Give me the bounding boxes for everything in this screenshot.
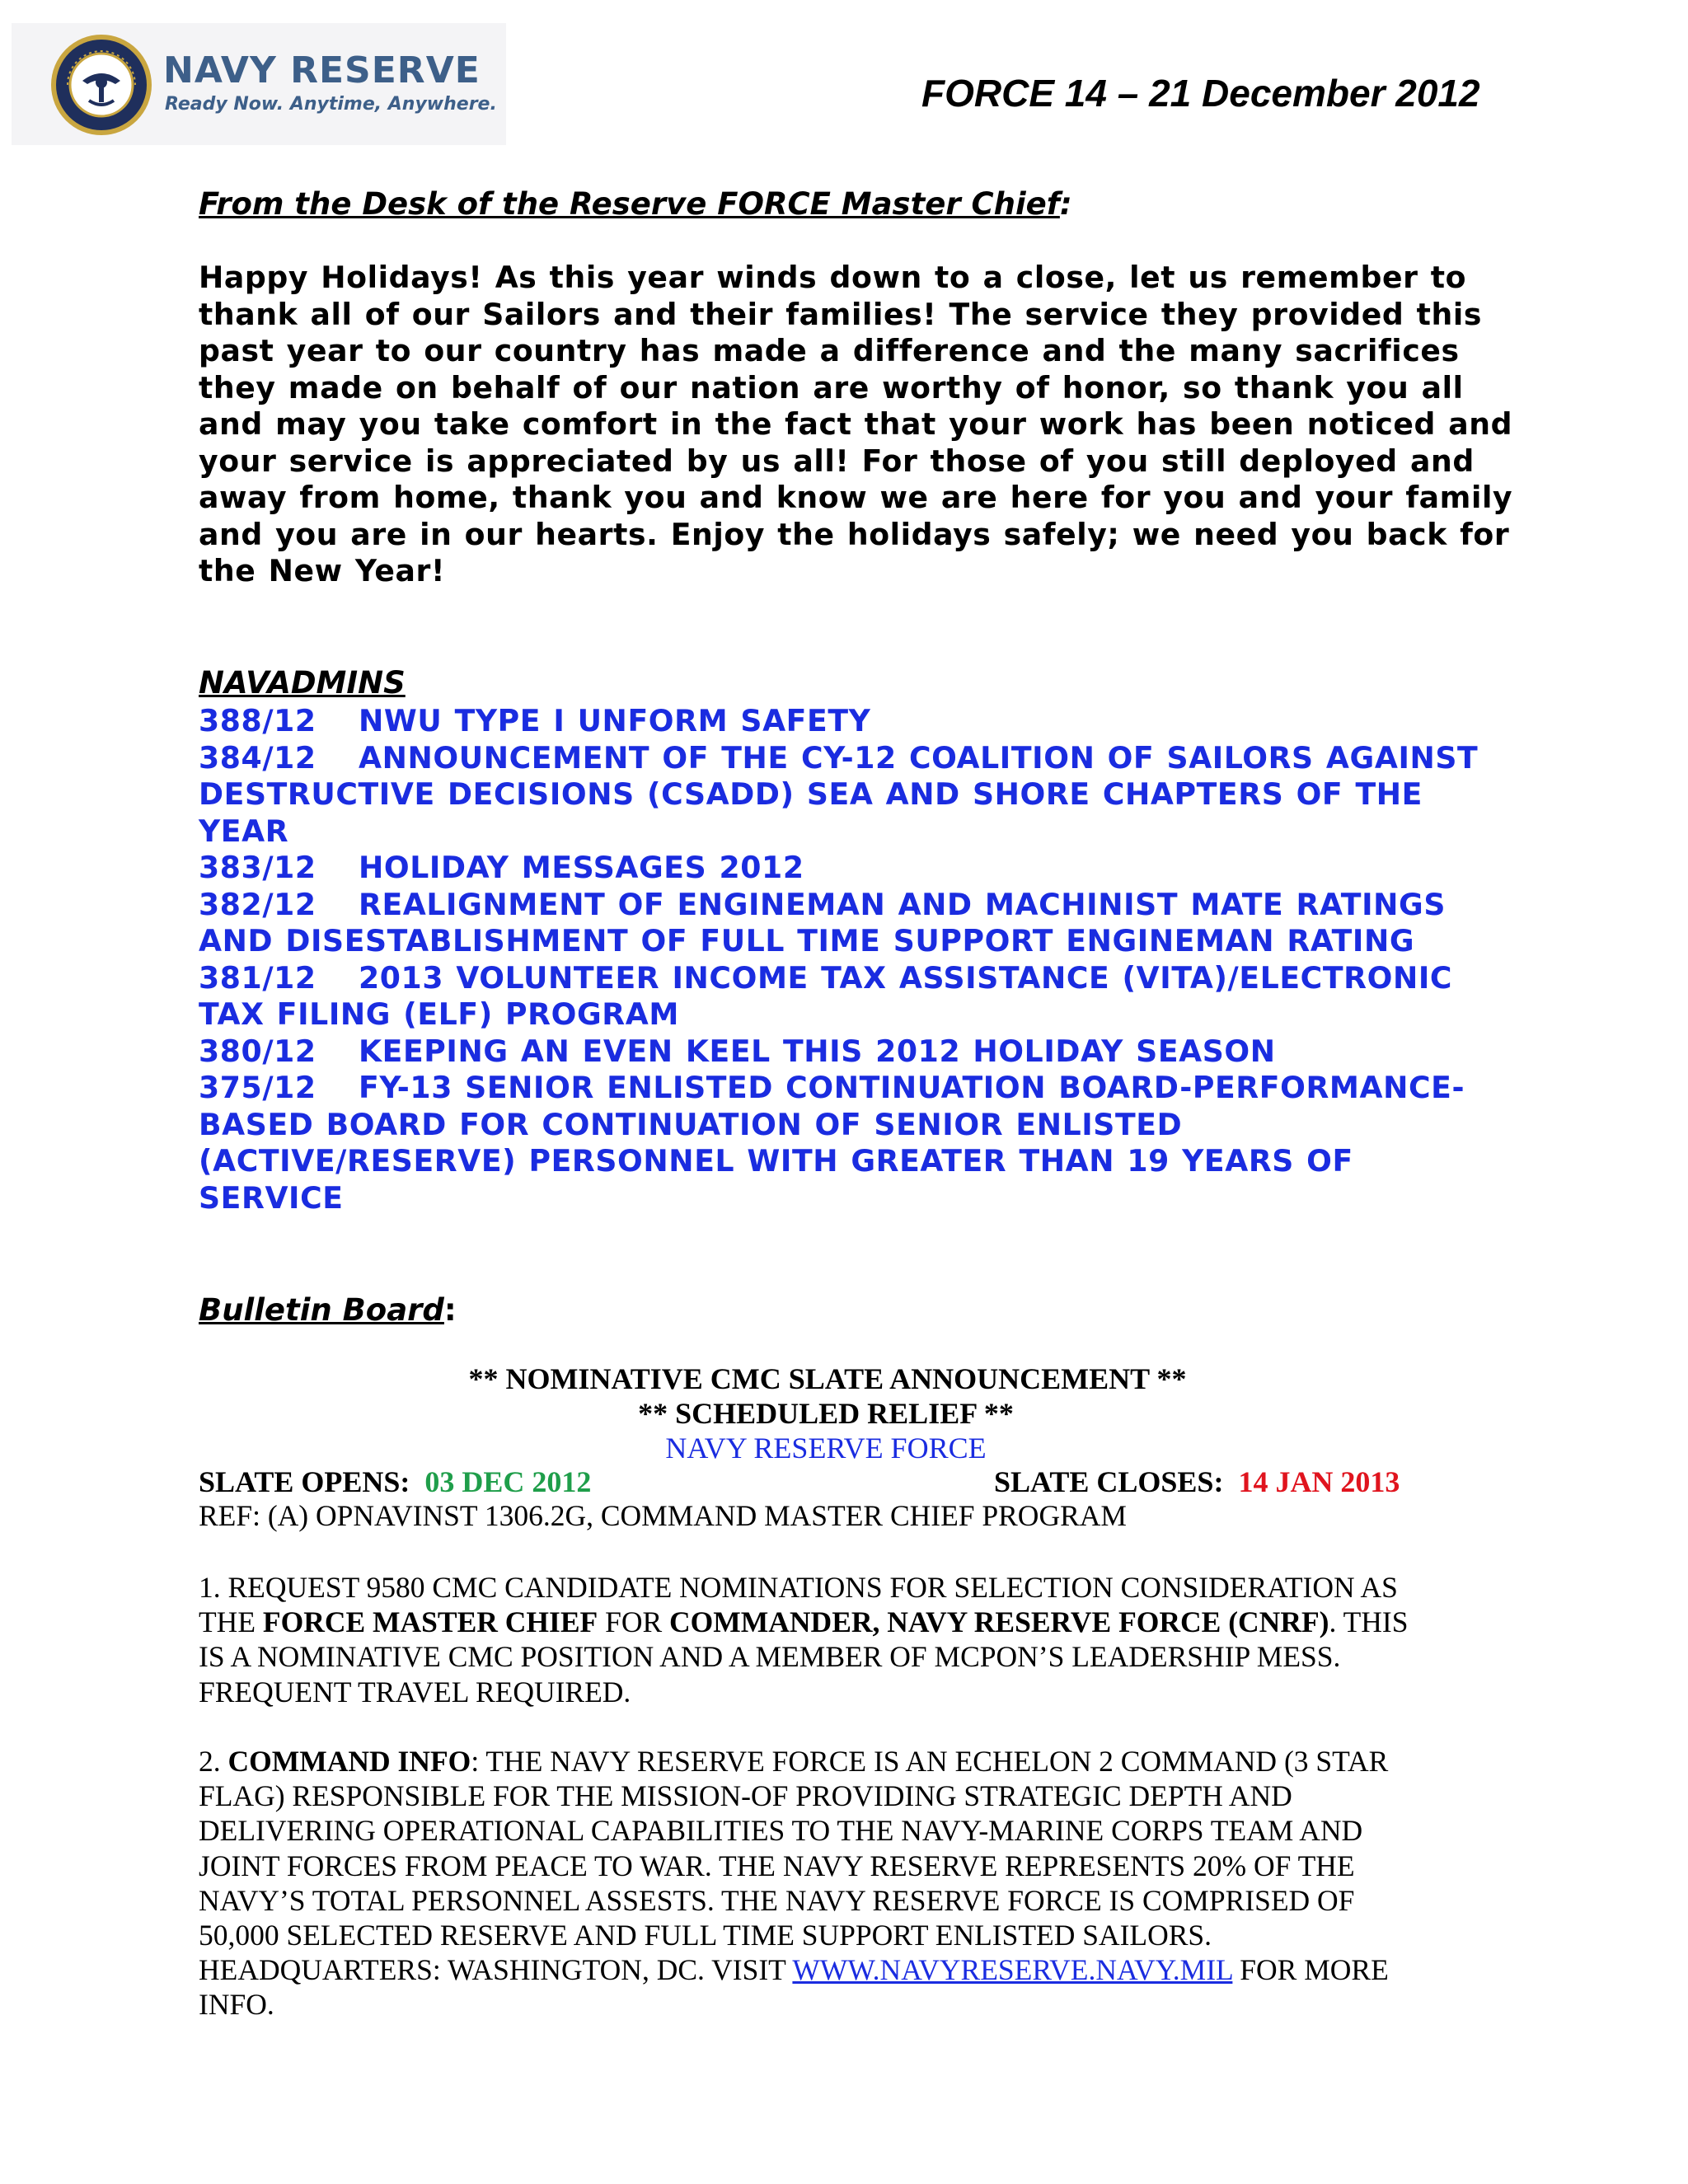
paragraph-line xyxy=(199,1744,1534,1779)
navadmins-heading xyxy=(199,665,406,701)
navadmin-number: 375/12 xyxy=(199,1070,316,1105)
letter-line: past year to our country has made a difference and the many sacrifices xyxy=(199,333,1460,368)
desk-heading-text: From the Desk of the Reserve FORCE Master Chief xyxy=(199,186,1060,222)
letter-line: away from home, thank you and know we are here for you and your family xyxy=(199,480,1513,515)
navadmin-link-continuation[interactable]: DESTRUCTIVE DECISIONS (CSADD) SEA AND SHORE CHAPTERS OF THE xyxy=(199,776,1423,812)
navadmin-link-continuation[interactable]: TAX FILING (ELF) PROGRAM xyxy=(199,996,679,1032)
paragraph-line: FLAG) RESPONSIBLE FOR THE MISSION-OF PROVIDING STRATEGIC DEPTH AND xyxy=(199,1779,1292,1813)
bulletin-heading-colon: : xyxy=(443,1292,457,1328)
slate-opens-label: SLATE OPENS: xyxy=(199,1465,410,1498)
slate-closes xyxy=(994,1467,1400,1497)
navadmin-link[interactable] xyxy=(199,1033,1501,1071)
navadmin-title: KEEPING AN EVEN KEEL THIS 2012 HOLIDAY SEASON xyxy=(359,1033,1276,1069)
navadmin-link[interactable] xyxy=(199,740,1501,777)
navadmin-number: 380/12 xyxy=(199,1033,316,1069)
paragraph-line: 1. REQUEST 9580 CMC CANDIDATE NOMINATIONS FOR SELECTION CONSIDERATION AS xyxy=(199,1571,1398,1604)
paragraph-line: JOINT FORCES FROM PEACE TO WAR. THE NAVY RESERVE REPRESENTS 20% OF THE xyxy=(199,1849,1355,1882)
navadmin-link[interactable] xyxy=(199,960,1501,997)
letter-line: thank all of our Sailors and their families! The service they provided this xyxy=(199,296,1482,332)
navadmin-number: 381/12 xyxy=(199,959,316,996)
navadmin-title: ANNOUNCEMENT OF THE CY-12 COALITION OF SAILORS AGAINST xyxy=(359,739,1479,776)
paragraph-line: DELIVERING OPERATIONAL CAPABILITIES TO THE NAVY-MARINE CORPS TEAM AND xyxy=(199,1814,1363,1848)
paragraph-line: FREQUENT TRAVEL REQUIRED. xyxy=(199,1675,631,1708)
paragraph-2 xyxy=(199,1744,1534,2022)
navadmin-link-continuation[interactable]: (ACTIVE/RESERVE) PERSONNEL WITH GREATER THAN 19 YEARS OF xyxy=(199,1143,1353,1179)
document-title: FORCE 14 – 21 December 2012 xyxy=(921,72,1480,115)
text-run: . THIS xyxy=(1329,1605,1409,1639)
paragraph-1 xyxy=(199,1570,1534,1709)
letter-line: and you are in our hearts. Enjoy the holidays safely; we need you back for xyxy=(199,516,1510,552)
text-run: FOR MORE xyxy=(1232,1953,1389,1987)
navy-reserve-logo xyxy=(12,23,506,145)
paragraph-line: 50,000 SELECTED RESERVE AND FULL TIME SUPPORT ENLISTED SAILORS. xyxy=(199,1919,1212,1952)
reference-line: REF: (A) OPNAVINST 1306.2G, COMMAND MASTER CHIEF PROGRAM xyxy=(199,1499,1127,1532)
navadmin-title: NWU TYPE I UNFORM SAFETY xyxy=(359,703,871,738)
bulletin-heading-text: Bulletin Board xyxy=(199,1292,444,1328)
text-run: THE xyxy=(199,1605,263,1639)
logo-title: NAVY RESERVE xyxy=(163,49,481,91)
paragraph-line xyxy=(199,1605,1534,1639)
navadmin-number: 388/12 xyxy=(199,703,316,738)
slate-closes-label: SLATE CLOSES: xyxy=(994,1465,1224,1498)
navadmins-heading-text: NAVADMINS xyxy=(199,665,406,701)
navadmin-title: REALIGNMENT OF ENGINEMAN AND MACHINIST MATE RATINGS xyxy=(359,886,1446,922)
paragraph-line xyxy=(199,1952,1534,1987)
navadmin-link-continuation[interactable]: BASED BOARD FOR CONTINUATION OF SENIOR ENLISTED xyxy=(199,1106,1183,1142)
navadmin-link-continuation[interactable]: YEAR xyxy=(199,813,289,849)
bulletin-heading xyxy=(199,1292,457,1328)
navadmin-number: 382/12 xyxy=(199,886,316,922)
navy-reserve-website-link[interactable]: WWW.NAVYRESERVE.NAVY.MIL xyxy=(792,1953,1233,1987)
announcement-subtitle: ** SCHEDULED RELIEF ** xyxy=(638,1397,1014,1430)
slate-opens xyxy=(199,1467,591,1497)
navy-seal-icon xyxy=(49,33,153,137)
navadmin-number: 384/12 xyxy=(199,739,316,776)
navadmin-link[interactable] xyxy=(199,703,1501,740)
navadmin-link[interactable] xyxy=(199,1070,1501,1107)
navadmin-title: 2013 VOLUNTEER INCOME TAX ASSISTANCE (VITA)/ELECTRONIC xyxy=(359,959,1453,996)
navadmin-title: FY-13 SENIOR ENLISTED CONTINUATION BOARD-PERFORMANCE- xyxy=(359,1070,1465,1105)
navadmin-link-continuation[interactable]: AND DISESTABLISHMENT OF FULL TIME SUPPORT ENGINEMAN RATING xyxy=(199,923,1415,958)
paragraph-line: NAVY’S TOTAL PERSONNEL ASSESTS. THE NAVY RESERVE FORCE IS COMPRISED OF xyxy=(199,1883,1355,1917)
desk-letter xyxy=(199,260,1513,590)
navadmin-link[interactable] xyxy=(199,850,1501,887)
letter-line: Happy Holidays! As this year winds down to a close, let us remember to xyxy=(199,260,1467,295)
text-run: : THE NAVY RESERVE FORCE IS AN ECHELON 2 COMMAND (3 STAR xyxy=(471,1745,1389,1778)
letter-line: and may you take comfort in the fact that your work has been noticed and xyxy=(199,406,1513,442)
navadmin-title: HOLIDAY MESSAGES 2012 xyxy=(359,850,804,885)
letter-line: they made on behalf of our nation are worthy of honor, so thank you all xyxy=(199,369,1464,405)
navadmins-list xyxy=(199,703,1501,1216)
announcement-command: NAVY RESERVE FORCE xyxy=(665,1432,987,1465)
text-run-bold: FORCE MASTER CHIEF xyxy=(262,1605,598,1639)
paragraph-line: INFO. xyxy=(199,1988,274,2022)
slate-closes-date: 14 JAN 2013 xyxy=(1238,1465,1400,1498)
text-run: FOR xyxy=(598,1605,670,1639)
navadmin-link[interactable] xyxy=(199,887,1501,924)
navadmin-link-continuation[interactable]: SERVICE xyxy=(199,1179,344,1216)
text-run: HEADQUARTERS: WASHINGTON, DC. VISIT xyxy=(199,1953,793,1987)
text-run-bold: COMMANDER, NAVY RESERVE FORCE (CNRF) xyxy=(669,1605,1329,1639)
logo-tagline: Ready Now. Anytime, Anywhere. xyxy=(165,94,497,115)
slate-opens-date: 03 DEC 2012 xyxy=(424,1465,592,1498)
navadmin-number: 383/12 xyxy=(199,850,316,885)
paragraph-line: IS A NOMINATIVE CMC POSITION AND A MEMBER OF MCPON’S LEADERSHIP MESS. xyxy=(199,1640,1341,1674)
desk-heading-colon: : xyxy=(1059,186,1072,222)
letter-line: your service is appreciated by us all! For those of you still deployed and xyxy=(199,443,1475,479)
text-run: 2. xyxy=(199,1745,228,1778)
announcement-title: ** NOMINATIVE CMC SLATE ANNOUNCEMENT ** xyxy=(468,1362,1187,1395)
text-run-bold: COMMAND INFO xyxy=(227,1745,471,1778)
letter-line: the New Year! xyxy=(199,553,446,588)
desk-heading xyxy=(199,186,1072,222)
